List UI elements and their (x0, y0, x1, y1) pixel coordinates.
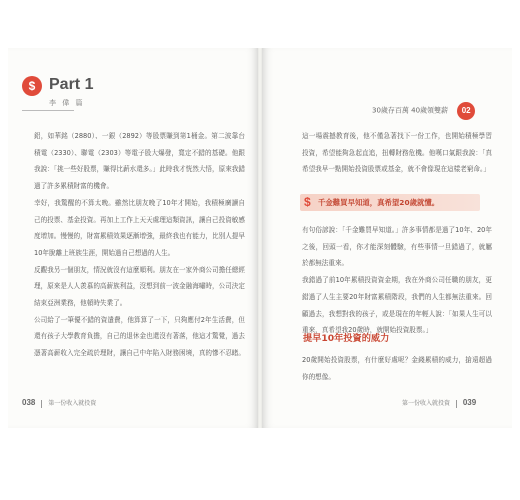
highlight-callout (300, 194, 480, 211)
paragraph: 20歲開始投資股票，有什麼好處呢？金錢累積的威力，搶遠超過你的想像。 (302, 356, 492, 381)
page-number: 038 (22, 398, 36, 407)
paragraph: 有句俗諺說：「千金難買早知道。」許多事情都是過了10年、20年之後，回頭一看，你才能深刻體驗，有些事情一旦錯過了，就屬於都無法重來。 (302, 226, 492, 268)
page-number: 039 (462, 398, 477, 407)
left-body-text (34, 128, 245, 362)
part-title: Part 1 (49, 76, 94, 93)
part-divider (22, 110, 74, 111)
part-subtitle: 李 偉 篇 (49, 99, 85, 107)
dollar-badge-icon: $ (22, 76, 42, 96)
running-header-text: 30歲存百萬 40歲領雙薪 (372, 106, 449, 115)
dollar-icon: $ (304, 195, 311, 209)
footer-book-title: 第一份收入就投資 (48, 400, 97, 407)
footer-divider (41, 400, 42, 408)
right-footer (402, 398, 476, 408)
right-intro-text (302, 128, 492, 178)
footer-divider (456, 400, 457, 408)
paragraph: 這一場震撼教育後，他不僅急著找下一份工作，也開始積極學習投資，希望能夠急起直追，扭轉財務危機。他嘆口氣跟我說：「真希望我早一點開始投資股票或基金，就不會像現在這樣老窮命。」 (302, 132, 492, 174)
paragraph: 幸好，我驚醒的不算太晚。雖然比朋友晚了10年才開始，我積極廣讀自己的投票、基金投資。再加上工作上天天處理這類資訊，讓自己投資敏感度增加。慢慢的，財富累積效果逐漸增強，最終我也有能力，比別人提早10年脫離上班族生涯，開始過自己想過的人生。 (34, 198, 245, 257)
right-closing-text (302, 352, 492, 385)
paragraph: 公司給了一筆優不錯的資遣費，他算算了一下，只夠應付2年生活費，但還有孩子大學教育負擔，自己的退休金也還沒有著落，他這才驚覺，過去憑著高薪收入完全疏於理財，讓自己中年陷入財務困境，真的慘不忍睹。 (34, 315, 245, 358)
paragraph: 我錯過了前10年累積投資資金期，我在外商公司任職的朋友，更錯過了人生主要20年財富累積階段，我們的人生都無法重來。回顧過去，我想對我的孩子，或是現在的年輕人說：「如果人生可以重來，真希望我20歲時，就開始投資股票。」 (302, 276, 492, 335)
right-body-text (302, 222, 492, 339)
callout-text: 千金難買早知道，真希望20歲就懂。 (318, 198, 440, 207)
section-heading: 提早10年投資的威力 (303, 333, 390, 344)
footer-book-title: 第一份收入就投資 (402, 400, 451, 407)
paragraph: 反觀我另一個朋友，情況就沒有這麼順利。朋友在一家外商公司擔任總經理，原來是人人羨慕的高薪族利益，沒想到前一波金融海嘯時，公司決定結束亞洲業務，他頓時失業了。 (34, 265, 245, 308)
left-footer (22, 398, 96, 408)
chapter-badge: 02 (457, 102, 475, 120)
paragraph: 鋁，如華銘（2880）、一銀（2892）等股票賺到第1桶金。第二波靠台積電（2330）、聯電（2303）等電子股大爆發，寬定不錯的基礎。他跟我說：「挑一些好股票，賺得比薪水還多。」此時我才恍然大悟，原來我錯過了許多累積財富的機會。 (34, 132, 245, 191)
running-header (372, 100, 475, 120)
